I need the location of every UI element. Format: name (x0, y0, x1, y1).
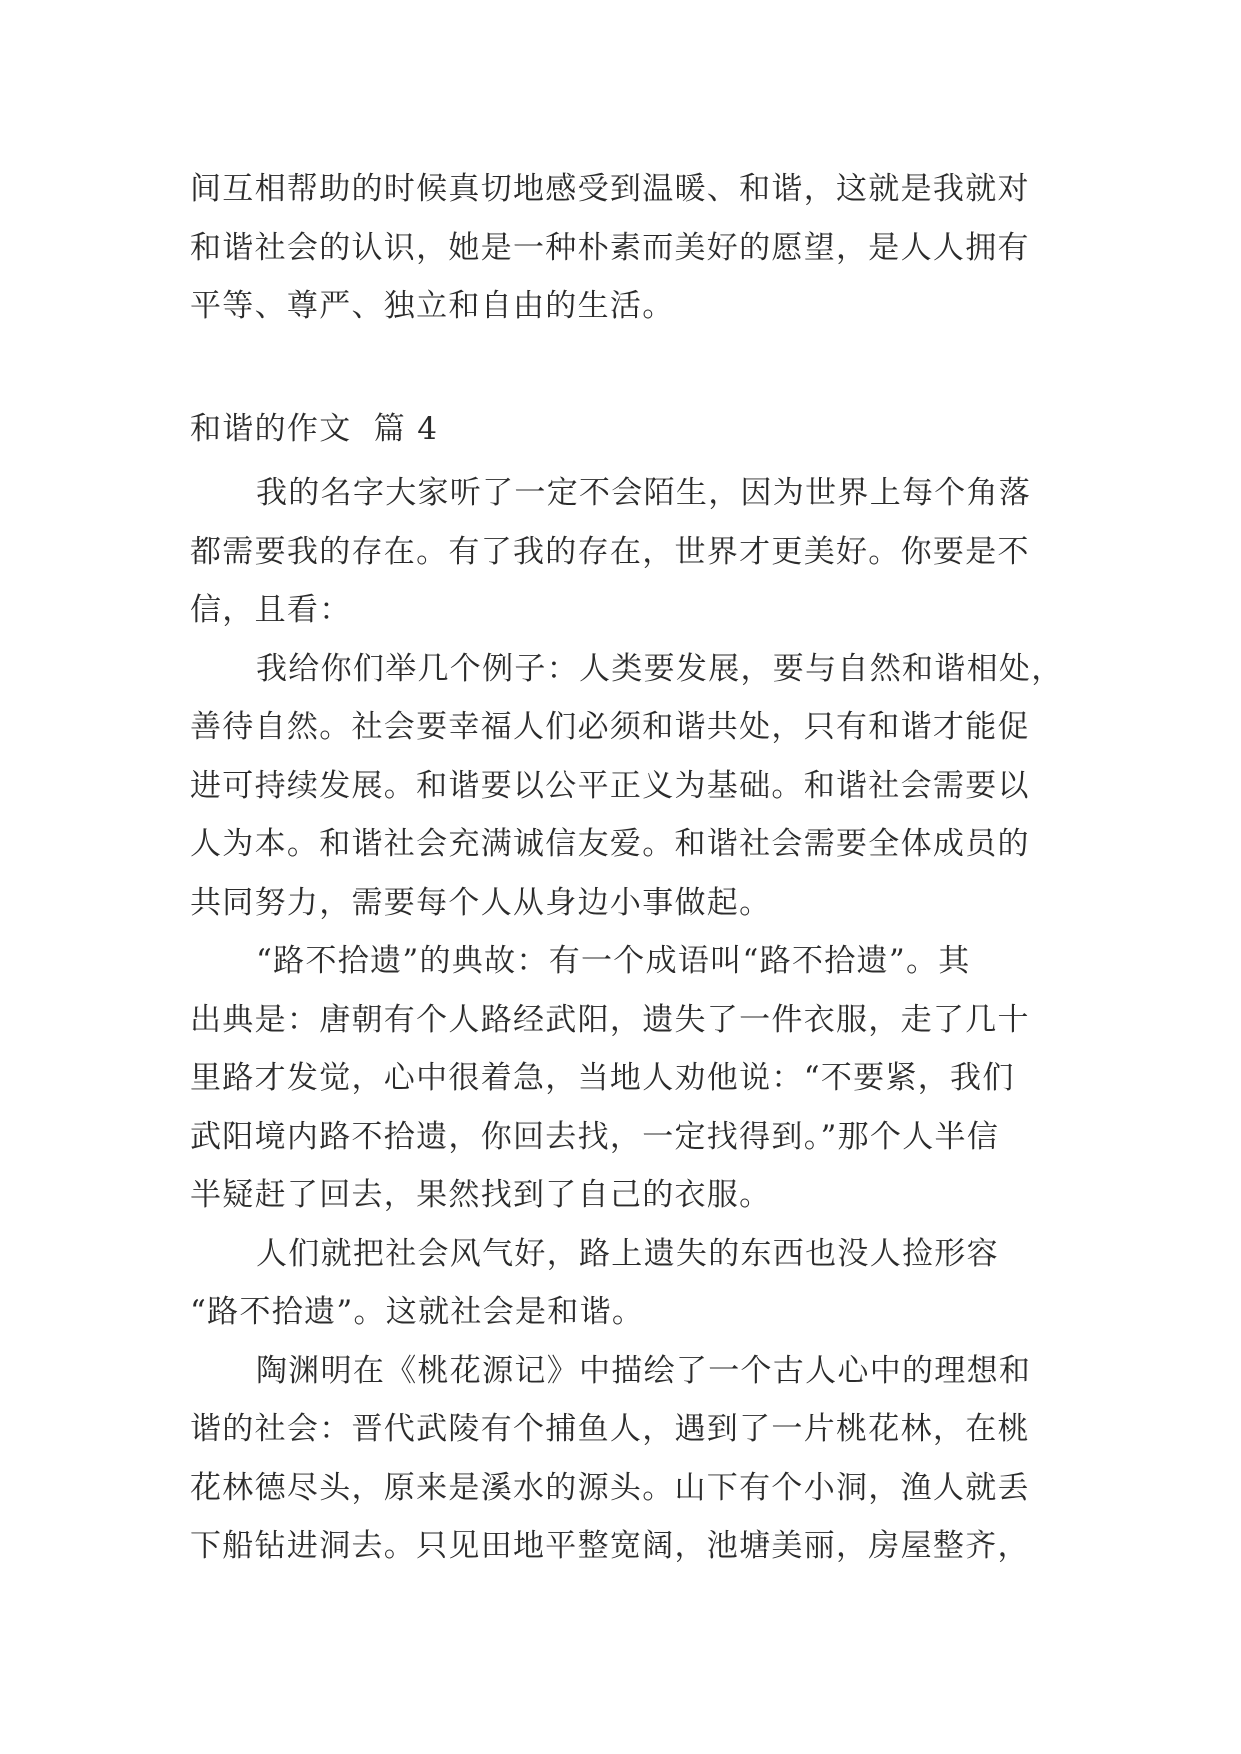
text-line: 进可持续发展。和谐要以公平正义为基础。和谐社会需要以 (190, 767, 1030, 804)
continued-paragraph (190, 160, 1060, 336)
text-line: 陶渊明在《桃花源记》中描绘了一个古人心中的理想和 (256, 1352, 1032, 1389)
document-body (190, 160, 1064, 1576)
text-line: 我给你们举几个例子：人类要发展，要与自然和谐相处， (256, 650, 1064, 687)
text-line: 和谐社会的认识，她是一种朴素而美好的愿望，是人人拥有 (190, 229, 1030, 266)
text-line: 都需要我的存在。有了我的存在，世界才更美好。你要是不 (190, 533, 1030, 570)
text-line: 我的名字大家听了一定不会陌生，因为世界上每个角落 (256, 475, 1032, 511)
paragraph-5 (190, 1342, 1060, 1576)
text-line: 信，且看： (190, 592, 352, 628)
paragraph-1 (190, 464, 1060, 640)
text-line: 善待自然。社会要幸福人们必须和谐共处，只有和谐才能促 (190, 709, 1030, 745)
text-line: 共同努力，需要每个人从身边小事做起。 (190, 884, 772, 921)
text-line: 间互相帮助的时候真切地感受到温暖、和谐，这就是我就对 (190, 171, 1030, 207)
section-heading: 和谐的作文 篇 4 (190, 410, 439, 447)
text-line: 里路才发觉，心中很着急，当地人劝他说：“不要紧，我们 (190, 1060, 1015, 1096)
text-line: 花林德尽头，原来是溪水的源头。山下有个小洞，渔人就丢 (190, 1469, 1030, 1506)
text-line: “路不拾遗”。这就社会是和谐。 (190, 1294, 645, 1330)
section-heading-block (190, 400, 1060, 459)
text-line: 半疑赶了回去，果然找到了自己的衣服。 (190, 1177, 772, 1213)
text-line: 平等、尊严、独立和自由的生活。 (190, 288, 675, 324)
text-line: 武阳境内路不拾遗，你回去找，一定找得到。”那个人半信 (190, 1118, 1000, 1155)
paragraph-2 (190, 640, 1064, 933)
text-line: 人们就把社会风气好，路上遗失的东西也没人捡形容 (256, 1235, 999, 1272)
text-line: 人为本。和谐社会充满诚信友爱。和谐社会需要全体成员的 (190, 826, 1030, 862)
text-line: 谐的社会：晋代武陵有个捕鱼人，遇到了一片桃花林，在桃 (190, 1411, 1030, 1447)
text-line: 下船钻进洞去。只见田地平整宽阔，池塘美丽，房屋整齐， (190, 1528, 1030, 1564)
paragraph-3 (190, 932, 1060, 1225)
text-line: “路不拾遗”的典故：有一个成语叫“路不拾遗”。其 (256, 943, 971, 979)
text-line: 出典是：唐朝有个人路经武阳，遗失了一件衣服，走了几十 (190, 1001, 1030, 1038)
paragraph-4 (190, 1225, 1060, 1342)
